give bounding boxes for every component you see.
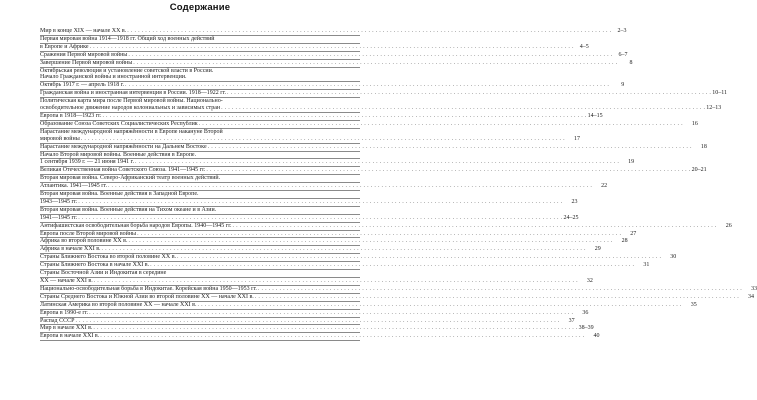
toc-page-number: 37 [568, 317, 575, 324]
toc-entry [40, 175, 360, 183]
toc-entry [40, 301, 697, 310]
toc-entry-line [40, 191, 360, 198]
toc-entry-title: Октябрь 1917 г. — апрель 1918 г. [40, 82, 125, 89]
toc-entry-title: Великая Отечественная война Советского Союза. 1941—1945 гг. [40, 167, 206, 174]
toc-entry [40, 214, 579, 223]
toc-entry-line [40, 278, 593, 285]
toc-page-number: 8 [629, 59, 633, 66]
toc-entry-line [40, 246, 601, 253]
toc-entry-title: XX — начале XXI в. [40, 278, 93, 284]
toc-entry-line [40, 90, 727, 97]
toc-leader-dots [75, 318, 559, 325]
toc-entry [40, 43, 589, 52]
toc-leader-dots [206, 167, 690, 174]
toc-entry-line [40, 270, 360, 277]
toc-entry-title: Нарастание международной напряжённости в Европе накануне Второй [40, 128, 223, 135]
toc-page-number: 10–11 [712, 90, 727, 97]
toc-leader-dots [128, 52, 612, 59]
toc-entry-line [40, 230, 637, 238]
toc-entry-title: 1943—1945 гг. [40, 198, 78, 205]
toc-entry-title: Октябрьская революция и установление советской власти в России. [40, 67, 214, 74]
toc-entry-line [40, 82, 625, 89]
toc-leader-dots [177, 254, 661, 261]
toc-page-number: 20–21 [691, 167, 707, 174]
toc-leader-dots [197, 302, 681, 309]
toc-entry [40, 36, 360, 44]
toc-leader-dots [221, 105, 705, 112]
toc-entry-title: 1 сентября 1939 г. — 21 июня 1941 г. [40, 159, 134, 166]
toc-entry-title: в Европе и Африке [40, 43, 89, 50]
toc-entry-title: Мир в начале XXI в. [40, 325, 93, 332]
toc-entry-title: Антифашистская освободительная борьба народов Европы. 1940—1945 гг. [40, 222, 232, 229]
toc-entry [40, 293, 754, 302]
toc-entry [40, 270, 360, 278]
toc-entry-line [40, 309, 589, 317]
toc-entry-line [40, 167, 707, 174]
toc-entry [40, 278, 593, 286]
toc-entry-line [40, 207, 360, 214]
toc-page-number: 38–39 [578, 325, 594, 332]
toc-entry [40, 285, 757, 294]
toc-entry-title: Политическая карта мира после Первой мировой войны. Национально- [40, 98, 223, 105]
toc-leader-dots [102, 246, 586, 253]
toc-page-number: 6–7 [618, 51, 628, 58]
toc-entry-line [40, 183, 608, 190]
toc-page-number: 30 [670, 254, 677, 261]
toc-leader-dots [128, 238, 612, 245]
toc-leader-dots [125, 82, 609, 89]
toc-entry [40, 68, 360, 83]
toc-page-number: 9 [621, 82, 625, 89]
toc-leader-dots [133, 60, 617, 67]
toc-entry-title: Начало Гражданской войны и иностранной интервенции. [40, 74, 187, 81]
toc-entry-title: Вторая мировая война. Военные действия в Западной Европе. [40, 191, 199, 198]
toc-entry-line [40, 112, 603, 120]
page-title: Содержание [169, 2, 231, 13]
toc-entry-title: Завершение Первой мировой войны [40, 59, 133, 66]
toc-entry [40, 120, 698, 129]
toc-entry [40, 143, 707, 152]
toc-entry [40, 183, 608, 191]
toc-entry-title: Страны Ближнего Востока в начале XXI в. [40, 262, 150, 269]
toc-entry-line [40, 293, 754, 301]
toc-leader-dots [78, 215, 562, 222]
toc-leader-dots [199, 121, 683, 128]
toc-leader-dots [102, 113, 586, 120]
toc-page-number: 27 [630, 230, 637, 237]
toc-page-number: 16 [691, 120, 698, 127]
toc-entry-line [40, 135, 580, 143]
toc-page-number: 19 [628, 159, 635, 166]
toc-entry [40, 112, 603, 121]
toc-leader-dots [100, 333, 584, 340]
toc-entry [40, 90, 727, 98]
toc-page-number: 34 [748, 293, 754, 300]
toc-entry [40, 254, 677, 262]
toc-entry [40, 28, 627, 36]
toc-entry-title: освободительное движение народов колониальных и зависимых стран [40, 105, 221, 112]
toc-entry-title: Вторая мировая война. Военные действия на Тихом океане и в Азии. [40, 206, 217, 213]
toc-entry-title: Страны Ближнего Востока во второй половине XX в. [40, 254, 177, 261]
toc-leader-dots [81, 136, 565, 143]
toc-leader-dots [127, 28, 611, 35]
toc-entry-title: Первая мировая война 1914—1918 гг. Общий ход военных действий [40, 35, 215, 42]
toc-entry-title: 1941—1945 гг. [40, 214, 78, 221]
toc-entry-line [40, 152, 360, 159]
toc-entry-title: Латинская Америка во второй половине XX — начале XXI в. [40, 301, 197, 308]
toc-page-number: 29 [594, 246, 601, 253]
toc-leader-dots [137, 231, 621, 238]
toc-entry-line [40, 159, 635, 166]
toc-entry-title: Африка в начале XXI в. [40, 246, 101, 253]
toc-entry-title: Распад СССР [40, 317, 75, 324]
toc-list [0, 28, 757, 341]
toc-leader-dots [227, 90, 711, 97]
toc-entry-title: Африка во второй половине XX в. [40, 238, 128, 245]
toc-leader-dots [150, 262, 634, 269]
toc-entry [40, 207, 360, 215]
toc-page-number: 18 [700, 143, 707, 150]
toc-entry-title: Страны Среднего Востока и Южной Азии во второй половине XX — начале XXI в. [40, 293, 254, 300]
toc-page-number: 33 [751, 285, 757, 292]
toc-entry [40, 333, 600, 341]
toc-page-number: 4–5 [579, 43, 589, 50]
toc-page-number: 22 [601, 183, 608, 190]
toc-entry-line [40, 74, 360, 81]
toc-entry [40, 222, 732, 231]
toc-page-number: 36 [582, 309, 589, 316]
toc-leader-dots [93, 325, 577, 332]
toc-page-number: 17 [573, 135, 580, 142]
toc-leader-dots [258, 286, 742, 293]
toc-entry [40, 198, 578, 207]
toc-page-number: 26 [725, 222, 732, 229]
toc-entry [40, 262, 650, 270]
toc-leader-dots [135, 159, 619, 166]
toc-entry-title: Нарастание международной напряжённости на Дальнем Востоке [40, 143, 207, 150]
toc-leader-dots [78, 199, 562, 206]
toc-entry [40, 191, 360, 199]
toc-leader-dots [89, 310, 573, 317]
toc-entry-title: Образование Союза Советских Социалистических Республик [40, 120, 198, 127]
toc-entry-line [40, 36, 360, 43]
toc-entry [40, 317, 575, 326]
toc-page-number: 24–25 [563, 214, 579, 221]
toc-entry-title: Страны Восточной Азии и Индокитая в середине [40, 270, 167, 277]
toc-entry [40, 128, 580, 144]
toc-page-number: 2–3 [617, 28, 627, 34]
toc-entry-line [40, 285, 757, 293]
toc-page-number: 28 [621, 238, 628, 245]
toc-entry-line [40, 333, 600, 340]
toc-entry-line [40, 222, 732, 230]
toc-page-number: 35 [690, 301, 697, 308]
toc-page-number: 12–13 [706, 105, 722, 112]
toc-entry-line [40, 59, 633, 67]
toc-leader-dots [94, 278, 578, 285]
toc-leader-dots [233, 223, 717, 230]
toc-page-number: 31 [643, 262, 650, 269]
toc-entry-line [40, 51, 628, 59]
toc-entry-line [40, 198, 578, 206]
toc-entry-line [40, 120, 698, 128]
toc-entry-title: Мир в конце XIX — начале XX в. [40, 28, 127, 34]
toc-page-number: 23 [571, 198, 578, 205]
toc-entry-title: Европа после Второй мировой войны [40, 230, 137, 237]
toc-entry-line [40, 262, 650, 269]
toc-entry-line [40, 175, 360, 182]
toc-entry-title: Начало Второй мировой войны. Военные действия в Европе. [40, 151, 197, 158]
toc-leader-dots [208, 144, 692, 151]
toc-entry [40, 51, 628, 60]
toc-entry [40, 59, 633, 68]
toc-entry-line [40, 325, 594, 332]
toc-page-number: 14–15 [587, 112, 603, 119]
toc-entry-title: Европа в 1918—1923 гг. [40, 112, 102, 119]
toc-entry [40, 98, 722, 113]
toc-entry-line [40, 105, 722, 112]
toc-entry-line [40, 214, 579, 222]
toc-page-number: 32 [586, 278, 593, 284]
toc-entry-line [40, 28, 627, 35]
toc-entry [40, 325, 594, 333]
toc-entry-line [40, 254, 677, 261]
toc-entry-title: мировой войны [40, 135, 80, 142]
toc-entry [40, 309, 589, 318]
toc-entry-title: Атлантика. 1941—1945 гг. [40, 183, 107, 190]
toc-entry-line [40, 43, 589, 51]
toc-entry-line [40, 129, 360, 136]
toc-leader-dots [255, 294, 739, 301]
toc-entry-title: Сражения Первой мировой войны [40, 51, 128, 58]
toc-entry-line [40, 143, 707, 151]
toc-page-number: 40 [593, 333, 600, 340]
toc-entry-title: Европа в начале XXI в. [40, 333, 100, 340]
toc-entry-line [40, 301, 697, 309]
toc-entry-title: Национально-освободительная борьба в Индокитае. Корейская война 1950—1953 гг. [40, 285, 257, 292]
toc-entry-title: Вторая мировая война. Северо-Африканский театр военных действий. [40, 175, 221, 182]
toc-leader-dots [90, 44, 574, 51]
toc-entry-title: Европа в 1990-е гг. [40, 309, 89, 316]
toc-entry-title: Гражданская война и иностранная интервенция в России. 1918—1922 гг. [40, 90, 226, 97]
toc-leader-dots [108, 183, 592, 190]
toc-entry-line [40, 238, 628, 245]
toc-entry-line [40, 317, 575, 325]
